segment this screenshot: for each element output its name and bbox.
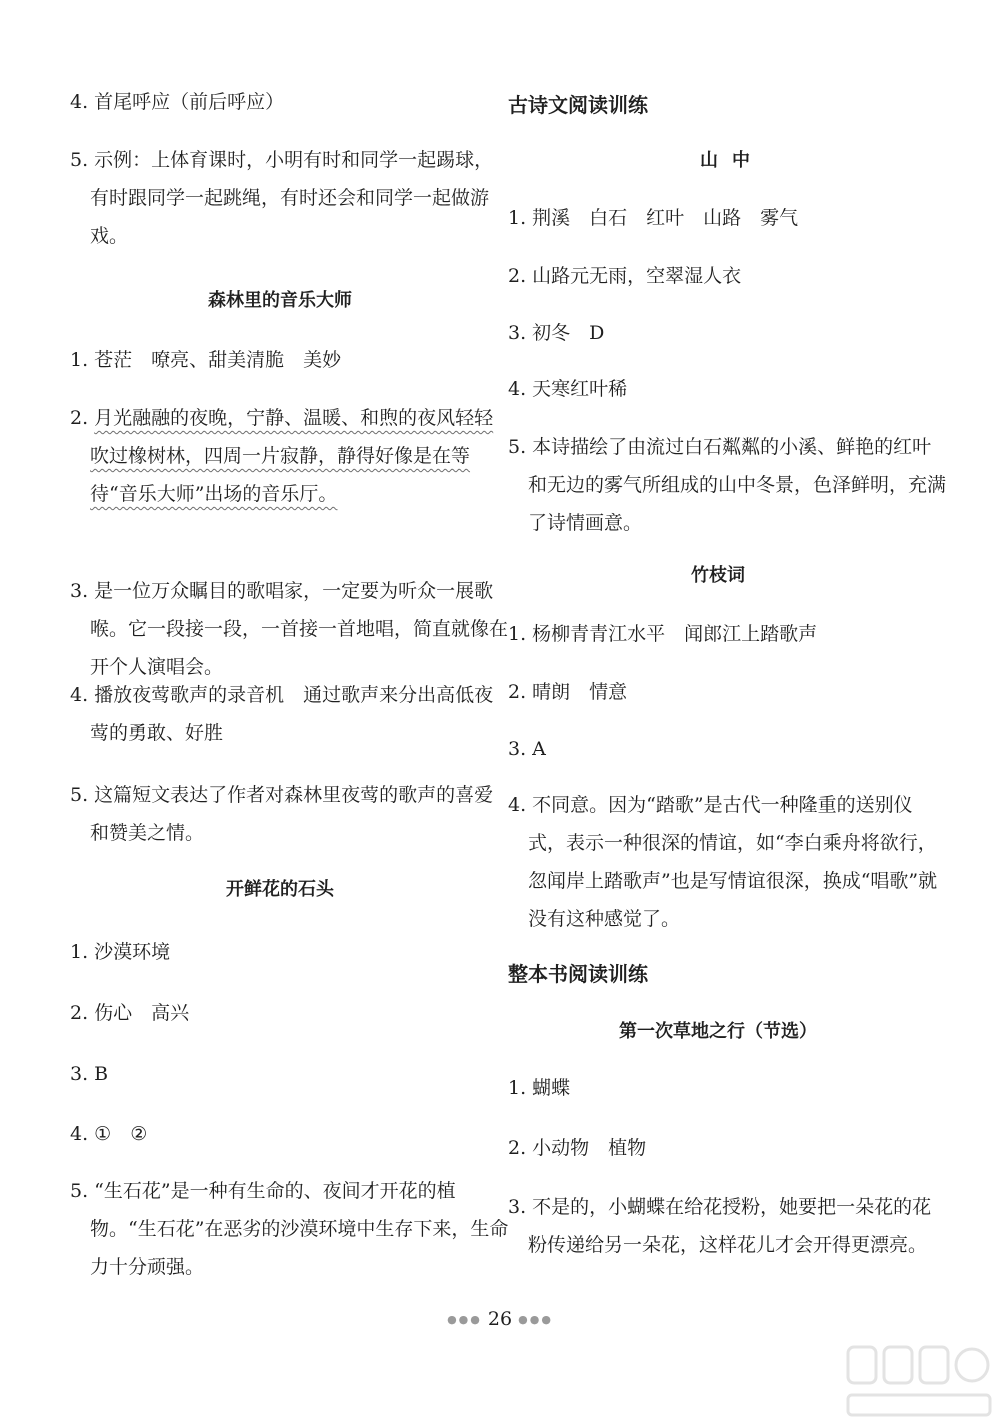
answer-item: 1. 沙漠环境	[70, 941, 171, 963]
section-title-flower-stone: 开鲜花的石头	[226, 879, 334, 900]
answer-item: 2. 晴朗 情意	[508, 681, 628, 703]
answer-item: 4. 天寒红叶稀	[508, 378, 628, 400]
answer-item: 1. 苍茫 嘹亮、甜美清脆 美妙	[70, 349, 342, 371]
answer-item: 5. “生石花”是一种有生命的、夜间才开花的植物。“生石花”在恶劣的沙漠环境中生存下来，生命力十分顽强。	[70, 1180, 509, 1278]
answer-item: 4. ① ②	[70, 1123, 148, 1145]
answer-item: 2. 山路元无雨，空翠湿人衣	[508, 265, 742, 287]
dots-decoration-right: ●●●	[518, 1313, 553, 1326]
answer-item: 4. 不同意。因为“踏歌”是古代一种隆重的送别仪式，表示一种很深的情谊，如“李白乘舟将欲行，忽闻岸上踏歌声”也是写情谊很深，换成“唱歌”就没有这种感觉了。	[508, 794, 938, 930]
section-title-forest-music: 森林里的音乐大师	[208, 290, 352, 311]
answer-item: 5. 这篇短文表达了作者对森林里夜莺的歌声的喜爱和赞美之情。	[70, 784, 494, 844]
page-footer	[0, 1305, 1000, 1334]
item-number: 2.	[70, 407, 95, 429]
page-number: 26	[487, 1308, 513, 1330]
answer-item: 3. 不是的，小蝴蝶在给花授粉，她要把一朵花的花粉传递给另一朵花，这样花儿才会开得更漂亮。	[508, 1196, 932, 1256]
answer-item: 4. 首尾呼应（前后呼应）	[70, 91, 285, 113]
book-title-first-grassland-trip: 第一次草地之行（节选）	[619, 1021, 817, 1042]
answer-item: 5. 本诗描绘了由流过白石粼粼的小溪、鲜艳的红叶和无边的雾气所组成的山中冬景，色泽鲜明，充满了诗情画意。	[508, 436, 947, 534]
dots-decoration-left: ●●●	[447, 1313, 482, 1326]
answer-item-underlined	[70, 399, 510, 513]
answer-item: 3. 初冬 D	[508, 322, 605, 344]
poem-title-shan-zhong: 山中	[700, 150, 764, 171]
answer-item: 1. 蝴蝶	[508, 1077, 571, 1099]
answer-item: 5. 示例：上体育课时，小明有时和同学一起踢球，有时跟同学一起跳绳，有时还会和同学一起做游戏。	[70, 149, 494, 247]
answer-item: 3. B	[70, 1063, 109, 1085]
answer-item: 3. 是一位万众瞩目的歌唱家，一定要为听众一展歌喉。它一段接一段，一首接一首地唱，简直就像在开个人演唱会。	[70, 580, 509, 678]
answer-item: 1. 杨柳青青江水平 闻郎江上踏歌声	[508, 623, 818, 645]
answer-item: 2. 小动物 植物	[508, 1137, 647, 1159]
answer-item: 4. 播放夜莺歌声的录音机 通过歌声来分出高低夜莺的勇敢、好胜	[70, 684, 494, 744]
answer-item: 2. 伤心 高兴	[70, 1002, 190, 1024]
answer-item: 1. 荆溪 白石 红叶 山路 雾气	[508, 207, 799, 229]
wavy-underlined-text: 月光融融的夜晚，宁静、温暖、和煦的夜风轻轻吹过橡树林，四周一片寂静，静得好像是在等待“音乐大师”出场的音乐厅。	[90, 407, 494, 505]
section-heading-whole-book: 整本书阅读训练	[508, 962, 648, 986]
watermark-logo-icon	[844, 1341, 994, 1421]
poem-title-zhuzhici: 竹枝词	[691, 565, 745, 586]
answer-item: 3. A	[508, 738, 546, 760]
section-heading-ancient-poetry: 古诗文阅读训练	[508, 93, 648, 117]
